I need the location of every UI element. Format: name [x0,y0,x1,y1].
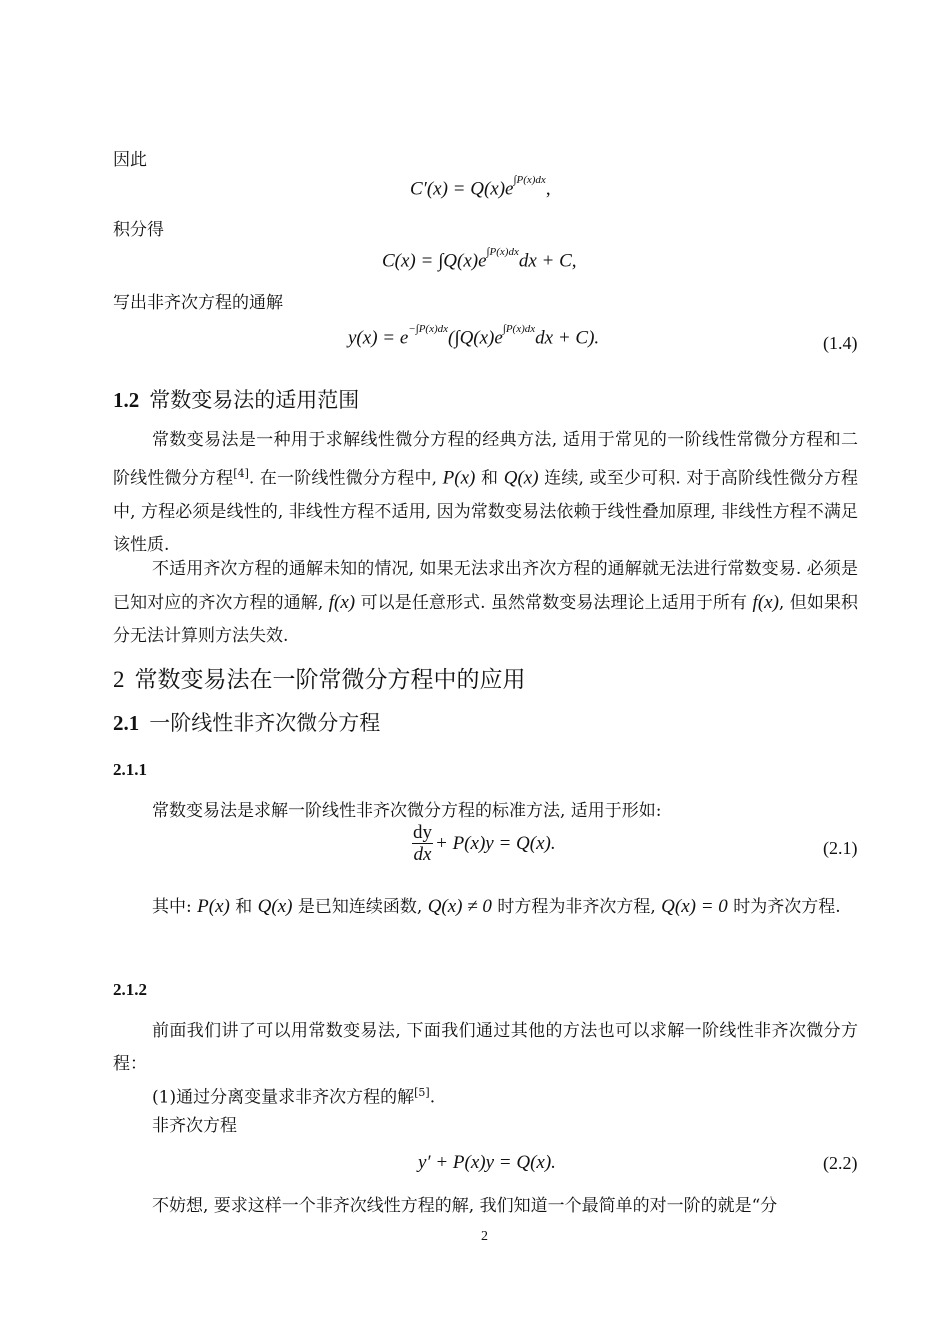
math-inline: Q(x) ≠ 0 [427,896,492,917]
paragraph-text: 连续, 或至少可积. 对于高阶线性微分方程中, 方程必须是线性的, 非线性方程不适用, 因为常数变易法依赖于线性叠加原理, 非线性方程不满足该性质. [113,468,859,555]
paragraph-text: 和 [480,468,499,489]
paragraph-text: 不适用齐次方程的通解未知的情况, 如果无法求出齐次方程的通解就无法进行常数变易. 必须是已知对应的齐次方程的通解, [113,559,858,613]
section-title: 一阶线性非齐次微分方程 [149,711,381,735]
equation-exponent: −∫P(x)dx [408,323,449,335]
paragraph-text: 是已知连续函数, [297,897,423,917]
text-line-feiqici: 非齐次方程 [152,1116,237,1136]
paragraph-standard-method: 常数变易法是求解一阶线性非齐次微分方程的标准方法, 适用于形如: [152,801,662,821]
math-inline: Q(x) [257,896,293,917]
math-inline: f(x) [752,592,779,613]
equation-part: y(x) = e [348,327,409,349]
paragraph-text: 其中: [152,897,192,917]
math-inline: P(x) [197,896,230,917]
page-number: 2 [481,1229,488,1244]
chapter-number: 2 [113,667,125,692]
citation: [5] [414,1086,430,1099]
equation-tail: , [545,178,551,200]
paragraph-text: 和 [235,897,253,917]
citation: [4] [233,467,249,480]
paragraph-text: 常数变易法是一种用于求解线性微分方程的经典方法, 适用于常见的一阶线性常微分方程和二阶线性微分方程 [113,430,858,489]
text-line-xiechu: 写出非齐次方程的通解 [113,293,283,313]
math-inline: P(x) [442,467,476,489]
paragraph-text: , 但如果积分无法计算则方法失效. [113,593,859,646]
list-item-text: . [429,1087,436,1108]
equation-number: (2.2) [823,1153,858,1173]
equation-number: (2.1) [823,838,858,858]
paragraph-limitations [113,553,858,653]
equation-nonhomogeneous: y′ + P(x)y = Q(x). [418,1152,556,1173]
paragraph-text: 时方程为非齐次方程, [497,897,656,917]
section-heading-2-1 [113,707,380,737]
paragraph-definitions [113,881,858,933]
math-inline: Q(x) = 0 [661,896,728,917]
paragraph-text: 时为齐次方程. [733,897,841,917]
equation-exponent: ∫P(x)dx [486,246,519,258]
paragraph-applicability [113,424,858,562]
equation-number: (1.4) [823,333,858,353]
section-number: 2.1 [113,711,140,735]
equation-tail: dx + C, [518,250,577,272]
equation-c-prime [410,174,551,200]
text-line-yinci: 因此 [113,150,147,170]
section-number: 1.2 [113,388,140,412]
paragraph-thinking: 不妨想, 要求这样一个非齐次线性方程的解, 我们知道一个最简单的对一阶的就是“分 [152,1196,778,1216]
paragraph-text: 可以是任意形式. 虽然常数变易法理论上适用于所有 [360,593,748,613]
equation-exponent: ∫P(x)dx [502,323,536,335]
equation-first-order-linear [412,823,556,866]
math-inline: Q(x) [503,467,539,489]
equation-part: dx + C). [535,327,600,349]
section-heading-1-2 [113,384,359,414]
subsection-heading-2-1-1: 2.1.1 [113,760,147,779]
equation-body: C′(x) = Q(x)e [410,178,514,200]
text-line-jifende: 积分得 [113,220,164,240]
paragraph-other-methods: 前面我们讲了可以用常数变易法, 下面我们通过其他的方法也可以求解一阶线性非齐次微分方程： [113,1021,858,1074]
fraction-numerator: dy [413,822,432,843]
subsection-heading-2-1-2: 2.1.2 [113,980,147,999]
equation-part: (∫Q(x)e [448,327,503,349]
equation-body: + P(x)y = Q(x). [435,832,556,854]
equation-c-integral [382,246,577,272]
chapter-title: 常数变易法在一阶常微分方程中的应用 [134,667,526,693]
equation-general-solution [348,323,600,349]
equation-exponent: ∫P(x)dx [513,174,546,186]
fraction-denominator: dx [413,844,432,865]
section-title: 常数变易法的适用范围 [149,388,360,412]
fraction [412,823,433,866]
chapter-heading-2 [113,661,526,694]
list-item-separation [152,1087,435,1107]
math-inline: f(x) [328,592,356,613]
equation-body: C(x) = ∫Q(x)e [382,250,487,272]
list-item-text: (1)通过分离变量求非齐次方程的解 [152,1087,415,1108]
paragraph-text: . 在一阶线性微分方程中, [248,468,438,489]
